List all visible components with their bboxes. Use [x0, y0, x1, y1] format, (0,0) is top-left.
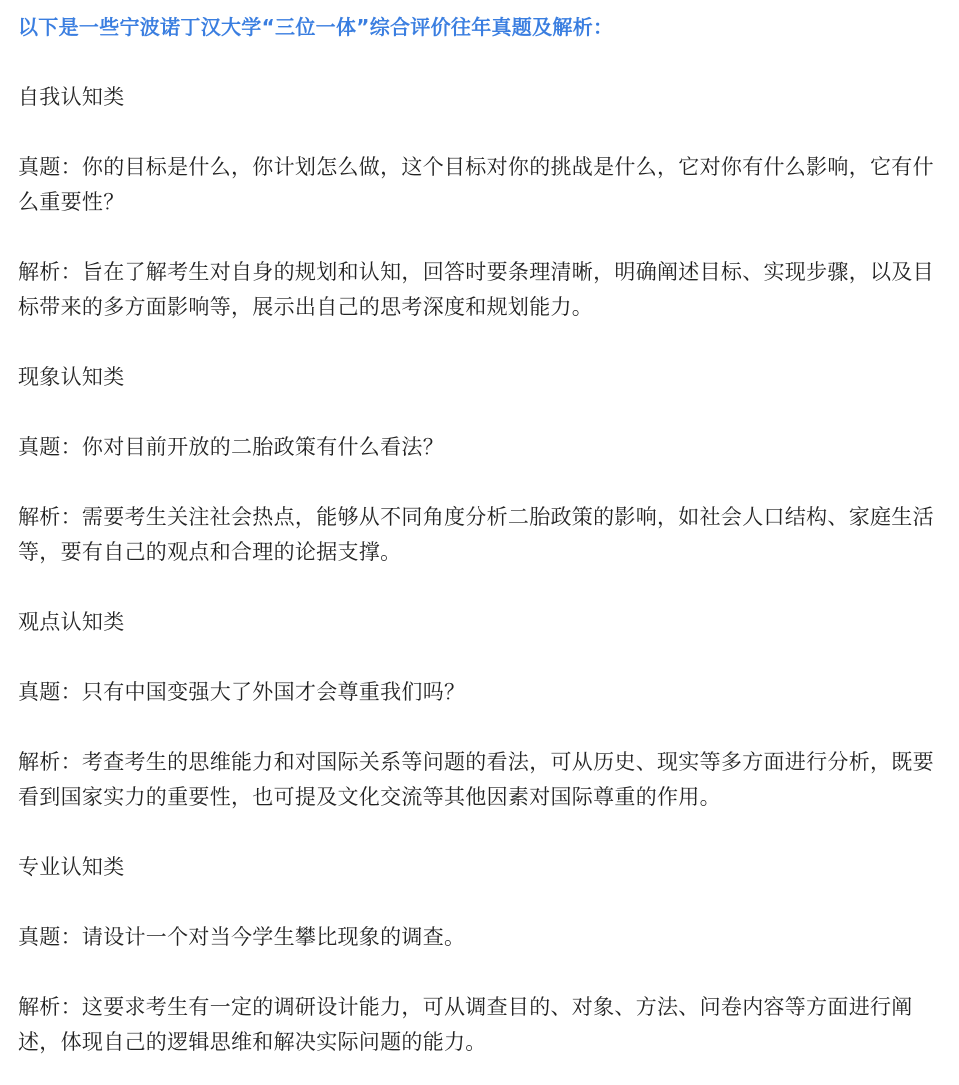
analysis-phenomenon-cognition: 解析：需要考生关注社会热点，能够从不同角度分析二胎政策的影响，如社会人口结构、家庭生活等，要有自己的观点和合理的论据支撑。: [18, 505, 934, 564]
paragraph-gap: [18, 570, 939, 605]
paragraph-gap: [18, 640, 939, 675]
analysis-self-cognition: 解析：旨在了解考生对自身的规划和认知，回答时要条理清晰，明确阐述目标、实现步骤，以及目标带来的多方面影响等，展示出自己的思考深度和规划能力。: [18, 260, 934, 319]
paragraph-gap: [18, 815, 939, 850]
question-professional-cognition: 真题：请设计一个对当今学生攀比现象的调查。: [18, 925, 466, 949]
paragraph-gap: [18, 710, 939, 745]
category-professional-cognition: 专业认知类: [18, 855, 125, 879]
article-heading: 以下是一些宁波诺丁汉大学“三位一体”综合评价往年真题及解析：: [18, 15, 614, 39]
paragraph-gap: [18, 115, 939, 150]
analysis-viewpoint-cognition: 解析：考查考生的思维能力和对国际关系等问题的看法，可从历史、现实等多方面进行分析，既要看到国家实力的重要性，也可提及文化交流等其他因素对国际尊重的作用。: [18, 750, 934, 809]
paragraph-gap: [18, 465, 939, 500]
question-phenomenon-cognition: 真题：你对目前开放的二胎政策有什么看法？: [18, 435, 444, 459]
category-phenomenon-cognition: 现象认知类: [18, 365, 125, 389]
category-viewpoint-cognition: 观点认知类: [18, 610, 125, 634]
paragraph-gap: [18, 885, 939, 920]
analysis-professional-cognition: 解析：这要求考生有一定的调研设计能力，可从调查目的、对象、方法、问卷内容等方面进行阐述，体现自己的逻辑思维和解决实际问题的能力。: [18, 995, 913, 1054]
paragraph-gap: [18, 45, 939, 80]
question-viewpoint-cognition: 真题：只有中国变强大了外国才会尊重我们吗？: [18, 680, 466, 704]
paragraph-gap: [18, 395, 939, 430]
category-self-cognition: 自我认知类: [18, 85, 125, 109]
paragraph-gap: [18, 220, 939, 255]
paragraph-gap: [18, 955, 939, 990]
paragraph-gap: [18, 325, 939, 360]
question-self-cognition: 真题：你的目标是什么，你计划怎么做，这个目标对你的挑战是什么，它对你有什么影响，它有什么重要性？: [18, 155, 934, 214]
